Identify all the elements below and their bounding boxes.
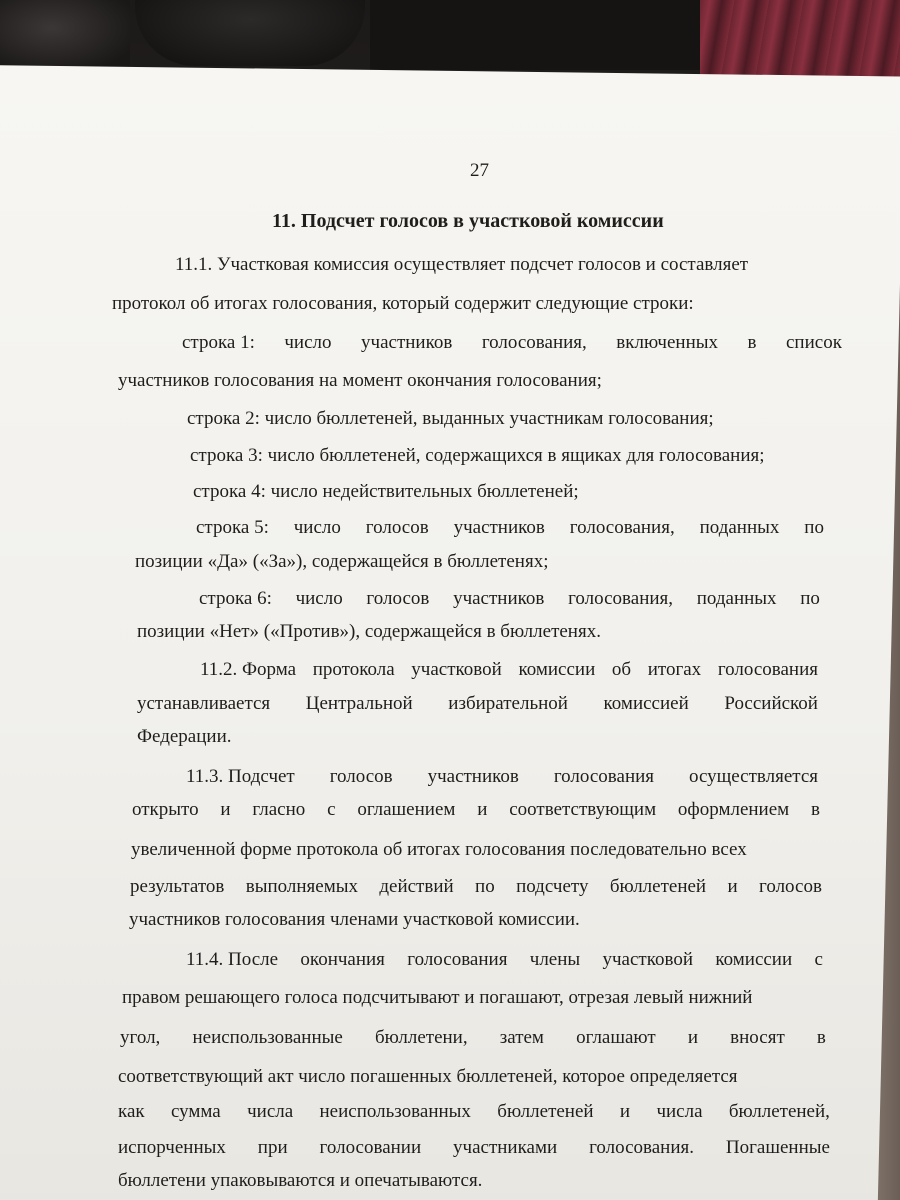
text-line: строка 2: число бюллетеней, выданных участникам голосования;	[187, 408, 714, 429]
word: члены	[529, 949, 581, 970]
word: строка 5:	[196, 517, 269, 538]
text-line	[130, 876, 822, 898]
word: как	[118, 1101, 145, 1122]
text-line: участников голосования на момент окончания голосования;	[118, 370, 602, 391]
word: комиссии	[518, 659, 596, 680]
word: участковой	[411, 659, 502, 680]
page-number: 27	[470, 160, 489, 181]
word: 11.3. Подсчет	[186, 766, 295, 787]
word: голосования.	[589, 1137, 694, 1158]
text-line: увеличенной форме протокола об итогах голосования последовательно всех	[131, 839, 747, 860]
word: голосования,	[481, 332, 587, 353]
word: участников	[453, 588, 545, 609]
word: голосов	[365, 517, 429, 538]
word: голосования,	[569, 517, 675, 538]
text-line: бюллетени упаковываются и опечатываются.	[118, 1170, 483, 1191]
text-line	[118, 1101, 830, 1123]
word: строка 1:	[182, 332, 255, 353]
word: число	[295, 588, 343, 609]
word: осуществляется	[688, 766, 818, 787]
word: голосования	[407, 949, 508, 970]
word: участников	[427, 766, 519, 787]
text-line	[118, 1137, 830, 1159]
word: угол,	[120, 1027, 161, 1048]
word: голосования,	[568, 588, 674, 609]
word: испорченных	[118, 1137, 226, 1158]
word: по	[800, 588, 820, 609]
word: голосов	[329, 766, 393, 787]
word: и	[727, 876, 738, 897]
word: Погашенные	[725, 1137, 830, 1158]
word: бюллетени,	[374, 1027, 468, 1048]
text-line	[186, 949, 823, 971]
text-line	[132, 799, 820, 821]
word: с	[327, 799, 336, 820]
word: при	[257, 1137, 288, 1158]
text-line: позиции «Нет» («Против»), содержащейся в бюллетенях.	[137, 621, 601, 642]
word: и	[619, 1101, 631, 1122]
word: протокола	[312, 659, 395, 680]
word: вносят	[730, 1027, 785, 1048]
word: и	[220, 799, 231, 820]
word: избирательной	[448, 693, 568, 714]
word: голосования	[717, 659, 818, 680]
word: действий	[379, 876, 454, 897]
word: по	[804, 517, 824, 538]
text-line	[199, 588, 820, 610]
word: неиспользованные	[192, 1027, 343, 1048]
word: в	[816, 1027, 826, 1048]
word: оглашением	[357, 799, 456, 820]
word: бюллетеней,	[728, 1101, 830, 1122]
word: числа	[247, 1101, 294, 1122]
word: оформлением	[677, 799, 790, 820]
text-line	[200, 659, 818, 681]
word: об	[611, 659, 632, 680]
text-line	[137, 693, 818, 715]
word: бюллетеней	[497, 1101, 594, 1122]
word: комиссии	[715, 949, 793, 970]
word: оглашают	[576, 1027, 656, 1048]
word: сумма	[170, 1101, 221, 1122]
word: число	[293, 517, 341, 538]
word: итогах	[647, 659, 702, 680]
word: комиссией	[603, 693, 689, 714]
word: голосов	[759, 876, 822, 897]
word: голосов	[366, 588, 430, 609]
section-title: 11. Подсчет голосов в участковой комиссии	[272, 210, 664, 232]
text-line: строка 3: число бюллетеней, содержащихся в ящиках для голосования;	[190, 445, 765, 466]
word: число	[284, 332, 332, 353]
word: поданных	[699, 517, 780, 538]
text-line: 11.1. Участковая комиссия осуществляет подсчет голосов и составляет	[175, 254, 749, 275]
word: и	[477, 799, 488, 820]
text-line	[196, 517, 824, 539]
word: включенных	[616, 332, 719, 353]
word: и	[687, 1027, 699, 1048]
word: Российской	[724, 693, 818, 714]
word: бюллетеней	[609, 876, 707, 897]
word: участников	[361, 332, 453, 353]
word: устанавливается	[137, 693, 271, 714]
word: список	[786, 332, 842, 353]
word: результатов	[130, 876, 225, 897]
text-line: строка 4: число недействительных бюллетеней;	[193, 481, 579, 502]
text-line: участников голосования членами участковой комиссии.	[129, 909, 580, 930]
word: подсчету	[516, 876, 589, 897]
word: выполняемых	[245, 876, 358, 897]
text-line: правом решающего голоса подсчитывают и погашают, отрезая левый нижний	[122, 987, 753, 1008]
word: гласно	[252, 799, 306, 820]
word: голосования	[553, 766, 655, 787]
word: с	[814, 949, 823, 970]
word: голосовании	[319, 1137, 422, 1158]
text-line: соответствующий акт число погашенных бюллетеней, которое определяется	[118, 1066, 738, 1087]
word: окончания	[300, 949, 385, 970]
word: 11.4. После	[186, 949, 279, 970]
text-line	[120, 1027, 826, 1049]
text-line: позиции «Да» («За»), содержащейся в бюллетенях;	[135, 551, 549, 572]
word: строка 6:	[199, 588, 272, 609]
word: открыто	[132, 799, 199, 820]
word: 11.2. Форма	[200, 659, 297, 680]
text-line: протокол об итогах голосования, который содержит следующие строки:	[112, 293, 694, 314]
word: в	[747, 332, 757, 353]
word: участковой	[602, 949, 694, 970]
word: участников	[453, 517, 545, 538]
text-line	[186, 766, 818, 788]
word: по	[475, 876, 495, 897]
text-line	[182, 332, 842, 354]
word: затем	[499, 1027, 544, 1048]
word: соответствующим	[509, 799, 657, 820]
word: в	[811, 799, 820, 820]
word: поданных	[696, 588, 777, 609]
word: неиспользованных	[319, 1101, 471, 1122]
word: числа	[656, 1101, 703, 1122]
word: Центральной	[305, 693, 413, 714]
text-line: Федерации.	[137, 726, 232, 747]
word: участниками	[453, 1137, 558, 1158]
